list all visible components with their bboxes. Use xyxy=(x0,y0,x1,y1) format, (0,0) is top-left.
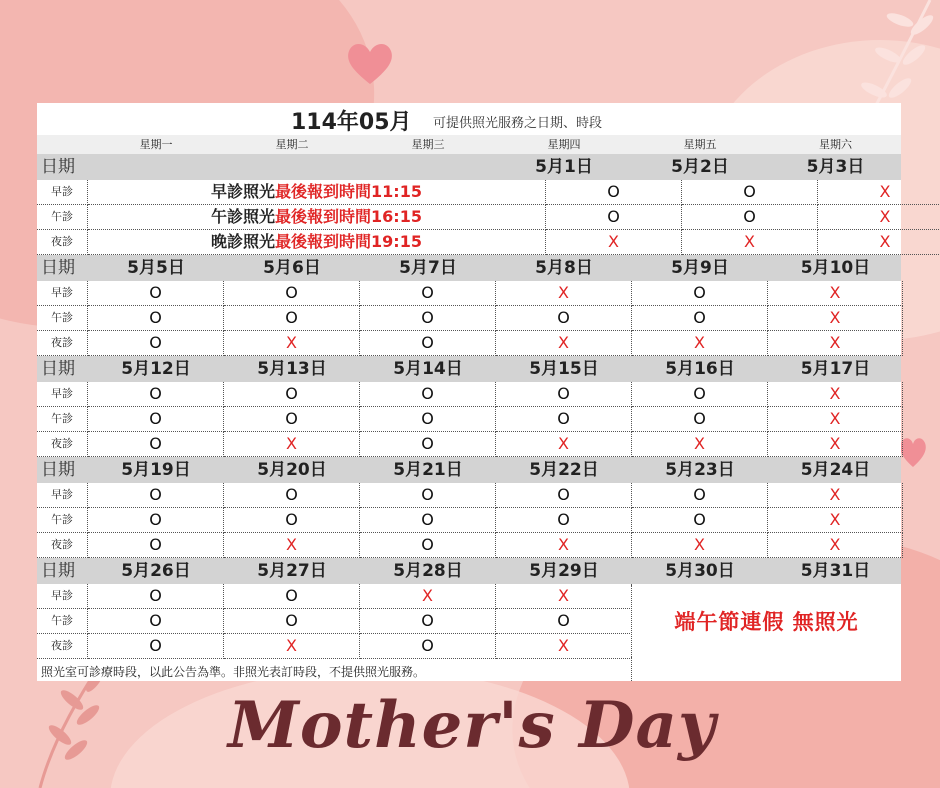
slot-mark: X xyxy=(768,306,903,331)
date-cell: 5月6日 xyxy=(263,258,321,278)
slot-label: 早診 xyxy=(37,382,88,407)
slot-mark: X xyxy=(768,331,903,356)
slot-label: 夜診 xyxy=(37,331,88,356)
slot-mark: O xyxy=(224,508,360,533)
date-row xyxy=(37,356,901,382)
slot-mark: X xyxy=(818,230,940,255)
slot-mark: O xyxy=(88,609,224,634)
slot-mark: X xyxy=(224,634,360,659)
date-cell: 5月12日 xyxy=(121,359,191,379)
slot-mark: X xyxy=(496,281,632,306)
date-cell: 5月15日 xyxy=(529,359,599,379)
date-cell xyxy=(88,154,224,180)
date-cell: 5月13日 xyxy=(257,359,327,379)
weekday-label: 星期四 xyxy=(547,138,581,151)
slot-mark: X xyxy=(768,508,903,533)
date-label: 日期 xyxy=(41,359,75,379)
date-cell: 5月7日 xyxy=(399,258,457,278)
last-checkin-note xyxy=(88,230,546,255)
slot-mark: O xyxy=(360,609,496,634)
date-cell: 5月28日 xyxy=(393,561,463,581)
slot-mark: X xyxy=(496,331,632,356)
date-cell: 5月14日 xyxy=(393,359,463,379)
slot-mark: O xyxy=(546,180,682,205)
slot-label: 夜診 xyxy=(37,634,88,659)
holiday-notice xyxy=(631,585,901,657)
slot-mark: O xyxy=(224,483,360,508)
slot-mark: O xyxy=(632,407,768,432)
date-cell: 5月27日 xyxy=(257,561,327,581)
slot-mark: O xyxy=(88,407,224,432)
slot-mark: O xyxy=(224,306,360,331)
date-row xyxy=(37,558,901,584)
slot-mark: O xyxy=(88,483,224,508)
weekday-label: 星期二 xyxy=(275,138,309,151)
slot-mark: X xyxy=(632,533,768,558)
slot-mark: O xyxy=(360,483,496,508)
date-label: 日期 xyxy=(41,460,75,480)
slot-label: 午診 xyxy=(37,609,88,634)
date-cell: 5月22日 xyxy=(529,460,599,480)
slot-row-morning xyxy=(37,281,901,306)
date-cell: 5月26日 xyxy=(121,561,191,581)
slot-mark: O xyxy=(224,382,360,407)
slot-row-night xyxy=(37,432,901,457)
slot-mark: O xyxy=(682,205,818,230)
slot-mark: O xyxy=(88,533,224,558)
date-cell xyxy=(224,154,360,180)
slot-mark: O xyxy=(88,432,224,457)
note-deadline: 最後報到時間19:15 xyxy=(275,232,422,251)
slot-label: 夜診 xyxy=(37,432,88,457)
date-label: 日期 xyxy=(41,258,75,278)
date-cell: 5月1日 xyxy=(535,157,593,177)
slot-mark: O xyxy=(496,508,632,533)
footer-note: 照光室可診療時段，以此公告為準。非照光表訂時段，不提供照光服務。 xyxy=(41,665,426,679)
slot-mark: O xyxy=(496,306,632,331)
date-cell: 5月23日 xyxy=(665,460,735,480)
slot-mark: X xyxy=(496,634,632,659)
slot-mark: O xyxy=(224,584,360,609)
slot-mark: O xyxy=(360,306,496,331)
slot-mark: X xyxy=(768,432,903,457)
slot-label: 午診 xyxy=(37,508,88,533)
date-cell: 5月17日 xyxy=(800,359,871,379)
slot-mark: O xyxy=(496,483,632,508)
slot-mark: O xyxy=(632,306,768,331)
slot-mark: O xyxy=(360,634,496,659)
slot-mark: O xyxy=(360,281,496,306)
slot-mark: X xyxy=(496,584,632,609)
date-cell: 5月19日 xyxy=(121,460,191,480)
slot-mark: O xyxy=(88,306,224,331)
slot-mark: X xyxy=(768,407,903,432)
slot-label: 早診 xyxy=(37,483,88,508)
slot-row-morning xyxy=(37,483,901,508)
last-checkin-note xyxy=(88,180,546,205)
slot-mark: X xyxy=(546,230,682,255)
slot-mark: O xyxy=(682,180,818,205)
slot-label: 午診 xyxy=(37,306,88,331)
slot-mark: X xyxy=(224,533,360,558)
slot-mark: X xyxy=(496,432,632,457)
slot-mark: X xyxy=(496,533,632,558)
slot-mark: O xyxy=(360,331,496,356)
slot-mark: O xyxy=(224,609,360,634)
mothers-day-banner: Mother's Day xyxy=(228,688,717,763)
date-cell: 5月21日 xyxy=(393,460,463,480)
slot-mark: X xyxy=(768,281,903,306)
slot-row-morning xyxy=(37,382,901,407)
weekday-spacer xyxy=(37,135,88,154)
slot-label: 早診 xyxy=(37,584,88,609)
weekday-label: 星期六 xyxy=(819,138,852,151)
slot-mark: X xyxy=(360,584,496,609)
slot-row-afternoon xyxy=(37,306,901,331)
schedule-sheet xyxy=(37,103,901,681)
slot-row-night xyxy=(37,230,901,255)
date-cell xyxy=(360,154,496,180)
note-deadline: 最後報到時間11:15 xyxy=(275,182,422,201)
date-cell: 5月2日 xyxy=(671,157,729,177)
slot-mark: O xyxy=(496,609,632,634)
heart-icon xyxy=(345,40,395,86)
slot-row-morning xyxy=(37,180,901,205)
date-cell: 5月5日 xyxy=(127,258,185,278)
slot-mark: O xyxy=(496,407,632,432)
holiday-text: 端午節連假 無照光 xyxy=(674,610,859,634)
slot-label: 夜診 xyxy=(37,533,88,558)
slot-mark: O xyxy=(88,584,224,609)
slot-mark: O xyxy=(632,508,768,533)
slot-row-night xyxy=(37,533,901,558)
slot-mark: O xyxy=(546,205,682,230)
slot-mark: O xyxy=(88,634,224,659)
slot-label: 午診 xyxy=(37,205,88,230)
slot-mark: O xyxy=(496,382,632,407)
slot-mark: X xyxy=(818,180,940,205)
note-prefix: 午診照光 xyxy=(211,207,276,226)
slot-mark: X xyxy=(682,230,818,255)
slot-mark: O xyxy=(88,508,224,533)
slot-mark: X xyxy=(768,382,903,407)
slot-mark: O xyxy=(632,281,768,306)
slot-label: 早診 xyxy=(37,281,88,306)
date-cell: 5月31日 xyxy=(800,561,871,581)
slot-mark: X xyxy=(818,205,940,230)
slot-mark: O xyxy=(632,382,768,407)
date-label: 日期 xyxy=(41,157,75,177)
slot-mark: O xyxy=(632,483,768,508)
slot-mark: O xyxy=(88,382,224,407)
slot-mark: O xyxy=(360,508,496,533)
date-cell: 5月24日 xyxy=(800,460,871,480)
slot-mark: O xyxy=(360,432,496,457)
slot-label: 午診 xyxy=(37,407,88,432)
slot-mark: O xyxy=(88,331,224,356)
note-prefix: 晚診照光 xyxy=(211,232,276,251)
weekday-header-row xyxy=(37,135,901,154)
weekday-label: 星期一 xyxy=(139,138,173,151)
last-checkin-note xyxy=(88,205,546,230)
slot-mark: O xyxy=(224,407,360,432)
slot-mark: O xyxy=(360,407,496,432)
slot-mark: O xyxy=(360,533,496,558)
date-label: 日期 xyxy=(41,561,75,581)
date-cell: 5月16日 xyxy=(665,359,735,379)
date-cell: 5月10日 xyxy=(800,258,871,278)
date-cell: 5月30日 xyxy=(665,561,735,581)
slot-mark: X xyxy=(768,483,903,508)
slot-row-afternoon xyxy=(37,508,901,533)
date-row xyxy=(37,154,901,180)
date-cell: 5月29日 xyxy=(529,561,599,581)
date-cell: 5月3日 xyxy=(806,157,865,177)
date-cell: 5月20日 xyxy=(257,460,327,480)
slot-mark: X xyxy=(224,331,360,356)
title-row xyxy=(37,103,901,135)
weekday-label: 星期五 xyxy=(683,138,717,151)
slot-mark: X xyxy=(632,331,768,356)
slot-row-afternoon xyxy=(37,205,901,230)
slot-mark: X xyxy=(632,432,768,457)
slot-mark: X xyxy=(224,432,360,457)
date-cell: 5月9日 xyxy=(671,258,729,278)
slot-mark: O xyxy=(88,281,224,306)
slot-mark: X xyxy=(768,533,903,558)
date-row xyxy=(37,457,901,483)
slot-label: 早診 xyxy=(37,180,88,205)
page-title: 114年05月 xyxy=(291,110,412,135)
weekday-label: 星期三 xyxy=(411,138,445,151)
note-deadline: 最後報到時間16:15 xyxy=(275,207,422,226)
slot-mark: O xyxy=(360,382,496,407)
page-subtitle: 可提供照光服務之日期、時段 xyxy=(433,116,603,131)
slot-row-afternoon xyxy=(37,407,901,432)
slot-row-night xyxy=(37,331,901,356)
slot-mark: O xyxy=(224,281,360,306)
slot-label: 夜診 xyxy=(37,230,88,255)
note-prefix: 早診照光 xyxy=(211,182,276,201)
divider xyxy=(631,657,632,681)
date-cell: 5月8日 xyxy=(535,258,593,278)
date-row xyxy=(37,255,901,281)
